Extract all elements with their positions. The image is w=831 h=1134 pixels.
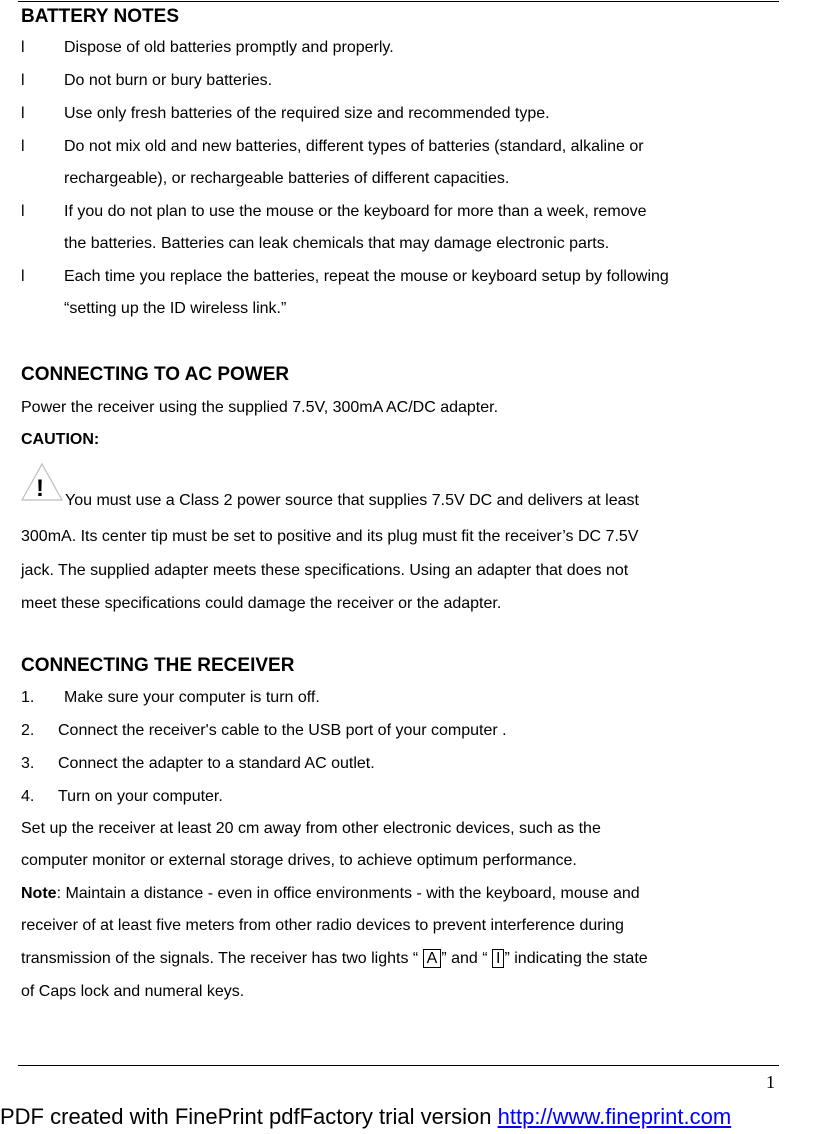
battery-notes-heading: BATTERY NOTES bbox=[21, 6, 179, 27]
page-number: 1 bbox=[766, 1072, 775, 1092]
top-rule bbox=[18, 1, 779, 2]
caution-line-2: 300mA. Its center tip must be set to positive and its plug must fit the receiver’s DC 7.5V bbox=[21, 528, 639, 545]
battery-note-5-line1: If you do not plan to use the mouse or the keyboard for more than a week, remove bbox=[64, 203, 647, 220]
bullet-marker: l bbox=[21, 268, 25, 285]
caution-line-1: You must use a Class 2 power source that supplies 7.5V DC and delivers at least bbox=[65, 492, 639, 509]
receiver-heading: CONNECTING THE RECEIVER bbox=[21, 655, 295, 676]
step-text: Connect the receiver's cable to the USB port of your computer . bbox=[58, 722, 507, 739]
battery-note-6-line2: “setting up the ID wireless link.” bbox=[64, 300, 287, 317]
note-line-1 bbox=[21, 884, 640, 904]
caution-line-3: jack. The supplied adapter meets these specifications. Using an adapter that does not bbox=[21, 562, 629, 579]
step-text: Turn on your computer. bbox=[58, 788, 223, 805]
battery-note-1: Dispose of old batteries promptly and properly. bbox=[64, 39, 394, 56]
note-line-3: transmission of the signals. The receiver has two lights “ A ” and “ I ” indicating the state bbox=[21, 950, 648, 967]
bullet-marker: l bbox=[21, 105, 25, 122]
note-label: Note bbox=[21, 885, 57, 902]
caution-line-4: meet these specifications could damage the receiver or the adapter. bbox=[21, 595, 502, 612]
warning-symbol: ! bbox=[36, 475, 44, 502]
battery-note-3: Use only fresh batteries of the required size and recommended type. bbox=[64, 105, 550, 122]
ac-power-heading: CONNECTING TO AC POWER bbox=[21, 364, 290, 385]
step-text: Make sure your computer is turn off. bbox=[64, 689, 320, 706]
bullet-marker: l bbox=[21, 138, 25, 155]
warning-triangle-icon bbox=[20, 462, 64, 502]
setup-line-1: Set up the receiver at least 20 cm away from other electronic devices, such as the bbox=[21, 820, 601, 837]
setup-line-2: computer monitor or external storage drives, to achieve optimum performance. bbox=[21, 852, 577, 869]
ac-power-intro: Power the receiver using the supplied 7.5V, 300mA AC/DC adapter. bbox=[21, 399, 499, 416]
note-text: : Maintain a distance - even in office environments - with the keyboard, mouse and bbox=[56, 885, 640, 902]
battery-note-4-line2: rechargeable), or rechargeable batteries of different capacities. bbox=[64, 170, 510, 187]
step-number: 2. bbox=[21, 722, 35, 739]
battery-note-5-line2: the batteries. Batteries can leak chemicals that may damage electronic parts. bbox=[64, 235, 610, 252]
pdf-footer bbox=[0, 1104, 731, 1130]
step-number: 4. bbox=[21, 788, 35, 805]
bullet-marker: l bbox=[21, 72, 25, 89]
step-number: 3. bbox=[21, 755, 35, 772]
footer-text: PDF created with FinePrint pdfFactory trial version bbox=[0, 1104, 498, 1129]
caution-label: CAUTION: bbox=[21, 431, 100, 448]
battery-note-4-line1: Do not mix old and new batteries, different types of batteries (standard, alkaline or bbox=[64, 138, 644, 155]
note-line-2: receiver of at least five meters from other radio devices to prevent interference during bbox=[21, 917, 624, 934]
note-line-4: of Caps lock and numeral keys. bbox=[21, 983, 245, 1000]
step-text: Connect the adapter to a standard AC outlet. bbox=[58, 755, 375, 772]
caps-lock-light-indicator: A bbox=[423, 949, 442, 968]
battery-note-2: Do not burn or bury batteries. bbox=[64, 72, 273, 89]
battery-note-6-line1: Each time you replace the batteries, repeat the mouse or keyboard setup by following bbox=[64, 268, 669, 285]
bottom-rule bbox=[18, 1065, 779, 1066]
step-number: 1. bbox=[21, 689, 35, 706]
num-lock-light-indicator: I bbox=[492, 949, 504, 968]
fineprint-link[interactable]: http://www.fineprint.com bbox=[497, 1104, 732, 1129]
bullet-marker: l bbox=[21, 39, 25, 56]
bullet-marker: l bbox=[21, 203, 25, 220]
